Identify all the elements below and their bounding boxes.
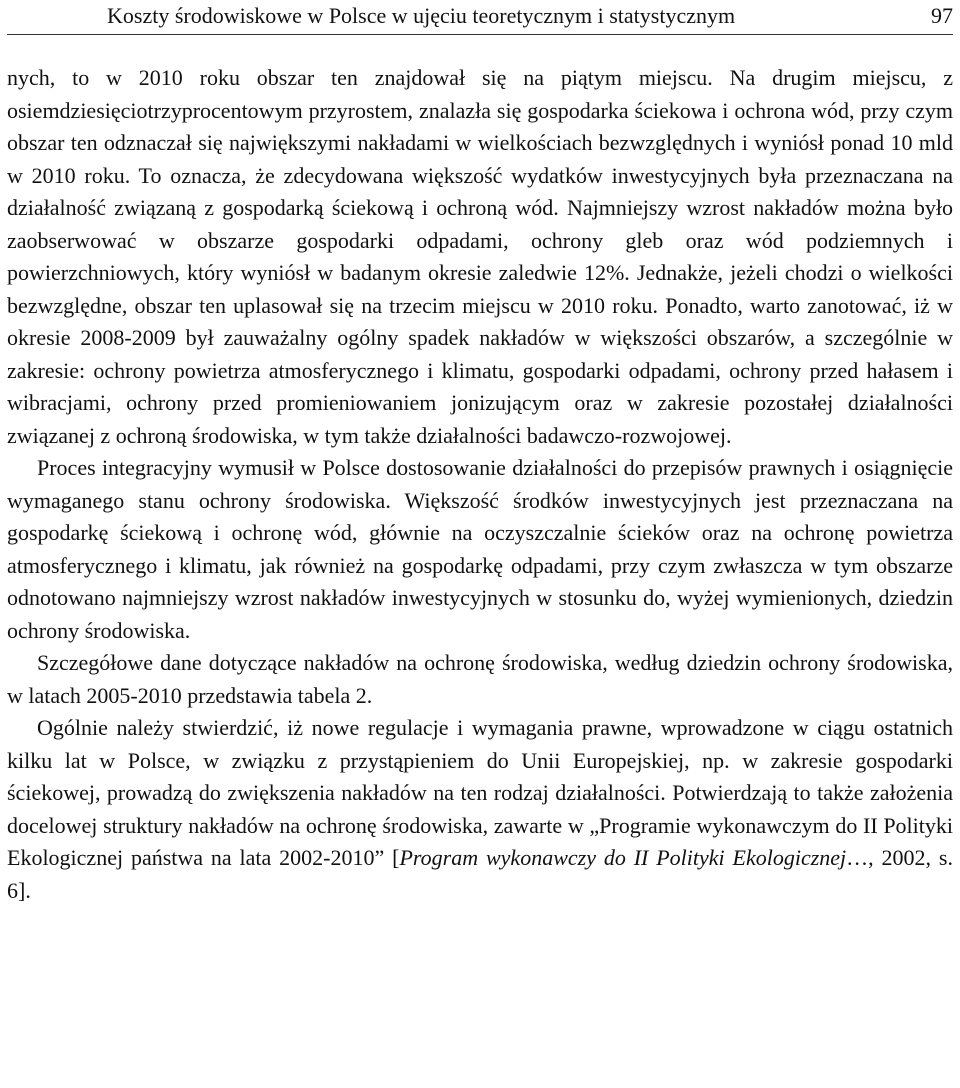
body-text xyxy=(7,62,953,907)
running-header xyxy=(7,0,953,35)
paragraph-2: Proces integracyjny wymusił w Polsce dostosowanie działalności do przepisów prawnych i osiągnięcie wymaganego stanu ochrony środowiska. Większość środków inwestycyjnych jest przeznaczana na gospodarkę ściekową i ochronę wód, głównie na oczyszczalnie ścieków oraz na ochronę powietrza atmosferycznego i klimatu, jak również na gospodarkę odpadami, przy czym zwłaszcza w tym obszarze odnotowano najmniejszy wzrost nakładów inwestycyjnych w stosunku do, wyżej wymienionych, dziedzin ochrony środowiska. xyxy=(7,455,953,643)
paragraph-3: Szczegółowe dane dotyczące nakładów na ochronę środowiska, według dziedzin ochrony środowiska, w latach 2005-2010 przedstawia tabela 2. xyxy=(7,650,953,708)
page-number: 97 xyxy=(931,3,953,28)
paragraph-1: nych, to w 2010 roku obszar ten znajdował się na piątym miejscu. Na drugim miejscu, z osiemdziesięciotrzyprocentowym przyrostem, znalazła się gospodarka ściekowa i ochrona wód, przy czym obszar ten odznaczał się największymi nakładami w wielkościach bezwzględnych i wyniósł ponad 10 mld w 2010 roku. To oznacza, że zdecydowana większość wydatków inwestycyjnych była przeznaczana na działalność związaną z gospodarką ściekową i ochroną wód. Najmniejszy wzrost nakładów można było zaobserwować w obszarze gospodarki odpadami, ochrony gleb oraz wód podziemnych i powierzchniowych, który wyniósł w badanym okresie zaledwie 12%. Jednakże, jeżeli chodzi o wielkości bezwzględne, obszar ten uplasował się na trzecim miejscu w 2010 roku. Ponadto, warto zanotować, iż w okresie 2008-2009 był zauważalny ogólny spadek nakładów w większości obszarów, a szczególnie w zakresie: ochrony powietrza atmosferycznego i klimatu, gospodarki odpadami, ochrony przed hałasem i wibracjami, ochrony przed promieniowaniem jonizującym oraz w zakresie pozostałej działalności związanej z ochroną środowiska, w tym także działalności badawczo-rozwojowej. xyxy=(7,65,953,448)
paragraph-4-text: Ogólnie należy stwierdzić, iż nowe regulacje i wymagania prawne, wprowadzone w ciągu ostatnich kilku lat w Polsce, w związku z przystąpieniem do Unii Europejskiej, np. w zakresie gospodarki ściekowej, prowadzą do zwiększenia nakładów na ten rodzaj działalności. Potwierdzają to także założenia docelowej struktury nakładów na ochronę środowiska, zawarte w „Programie wykonawczym do II Polityki Ekologicznej państwa na lata 2002-2010” [ xyxy=(7,715,953,870)
citation-title: Program wykonawczy do II Polityki Ekologicznej xyxy=(399,845,847,870)
citation-tail: …, 2002, s. 6]. xyxy=(7,845,953,903)
paragraph-4 xyxy=(7,712,953,907)
running-header-title: Koszty środowiskowe w Polsce w ujęciu teoretycznym i statystycznym xyxy=(107,3,736,28)
